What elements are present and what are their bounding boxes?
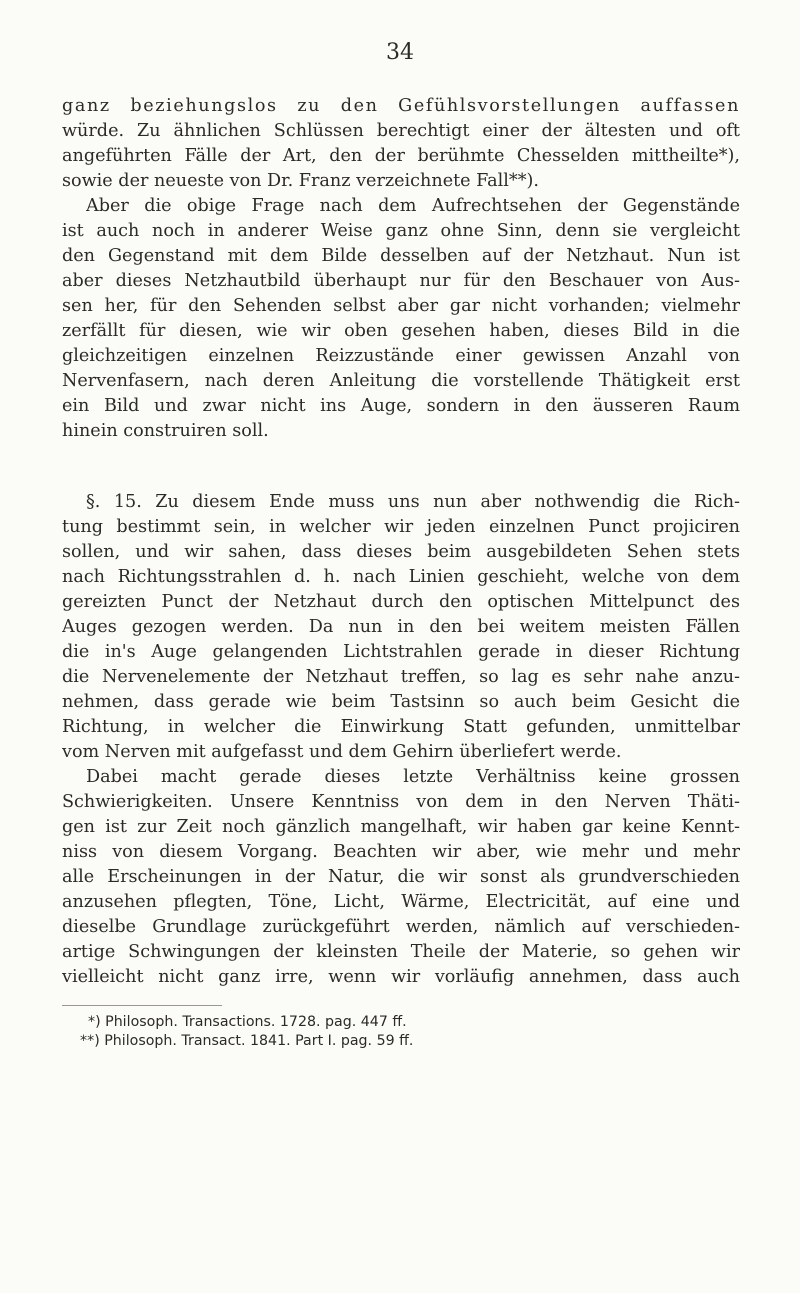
text-line: nach Richtungsstrahlen d. h. nach Linien geschieht, welche von dem: [62, 567, 740, 587]
text-line: niss von diesem Vorgang. Beachten wir aber, wie mehr und mehr: [62, 842, 740, 862]
text-line: den Gegenstand mit dem Bilde desselben auf der Netzhaut. Nun ist: [62, 246, 740, 266]
text-line: hinein construiren soll.: [62, 421, 269, 441]
text-line: Schwierigkeiten. Unsere Kenntniss von dem in den Nerven Thäti-: [62, 792, 740, 812]
text-line: aber dieses Netzhautbild überhaupt nur für den Beschauer von Aus-: [62, 271, 740, 291]
text-line: artige Schwingungen der kleinsten Theile der Materie, so gehen wir: [62, 942, 740, 962]
text-line: dieselbe Grundlage zurückgeführt werden, nämlich auf verschieden-: [62, 917, 740, 937]
text-line: sowie der neueste von Dr. Franz verzeichnete Fall**).: [62, 171, 539, 191]
text-line: Aber die obige Frage nach dem Aufrechtsehen der Gegenstände: [86, 196, 740, 216]
text-line: Dabei macht gerade dieses letzte Verhältniss keine grossen: [86, 767, 740, 787]
text-line: zerfällt für diesen, wie wir oben gesehen haben, dieses Bild in die: [62, 321, 740, 341]
text-line: sollen, und wir sahen, dass dieses beim ausgebildeten Sehen stets: [62, 542, 740, 562]
text-line: die in's Auge gelangenden Lichtstrahlen gerade in dieser Richtung: [62, 642, 740, 662]
text-line: ist auch noch in anderer Weise ganz ohne Sinn, denn sie vergleicht: [62, 221, 740, 241]
section-heading-line: §. 15. Zu diesem Ende muss uns nun aber nothwendig die Rich-: [86, 492, 740, 512]
text-line: angeführten Fälle der Art, den der berühmte Chesselden mittheilte*),: [62, 146, 740, 166]
text-line: gleichzeitigen einzelnen Reizzustände einer gewissen Anzahl von: [62, 346, 740, 366]
text-line: Richtung, in welcher die Einwirkung Statt gefunden, unmittelbar: [62, 717, 740, 737]
text-line: alle Erscheinungen in der Natur, die wir sonst als grundverschieden: [62, 867, 740, 887]
text-line: würde. Zu ähnlichen Schlüssen berechtigt einer der ältesten und oft: [62, 121, 740, 141]
text-line: gen ist zur Zeit noch gänzlich mangelhaft, wir haben gar keine Kennt-: [62, 817, 740, 837]
text-line: anzusehen pflegten, Töne, Licht, Wärme, Electricität, auf eine und: [62, 892, 740, 912]
text-line: ein Bild und zwar nicht ins Auge, sondern in den äusseren Raum: [62, 396, 740, 416]
text-line: gereizten Punct der Netzhaut durch den optischen Mittelpunct des: [62, 592, 740, 612]
text-line: tung bestimmt sein, in welcher wir jeden einzelnen Punct projiciren: [62, 517, 740, 537]
footnote-divider: [62, 1005, 222, 1006]
text-line: vom Nerven mit aufgefasst und dem Gehirn überliefert werde.: [62, 742, 622, 762]
text-line: Nervenfasern, nach deren Anleitung die vorstellende Thätigkeit erst: [62, 371, 740, 391]
text-line: nehmen, dass gerade wie beim Tastsinn so auch beim Gesicht die: [62, 692, 740, 712]
text-line: vielleicht nicht ganz irre, wenn wir vorläufig annehmen, dass auch: [62, 967, 740, 987]
footnote: *) Philosoph. Transactions. 1728. pag. 447 ff.: [88, 1014, 407, 1030]
page-number: 34: [386, 40, 414, 65]
text-line: Auges gezogen werden. Da nun in den bei weitem meisten Fällen: [62, 617, 740, 637]
text-line: sen her, für den Sehenden selbst aber gar nicht vorhanden; vielmehr: [62, 296, 740, 316]
text-line: die Nervenelemente der Netzhaut treffen, so lag es sehr nahe anzu-: [62, 667, 740, 687]
text-line: ganz beziehungslos zu den Gefühlsvorstellungen auffassen: [62, 96, 740, 116]
footnote: **) Philosoph. Transact. 1841. Part I. pag. 59 ff.: [80, 1033, 414, 1049]
